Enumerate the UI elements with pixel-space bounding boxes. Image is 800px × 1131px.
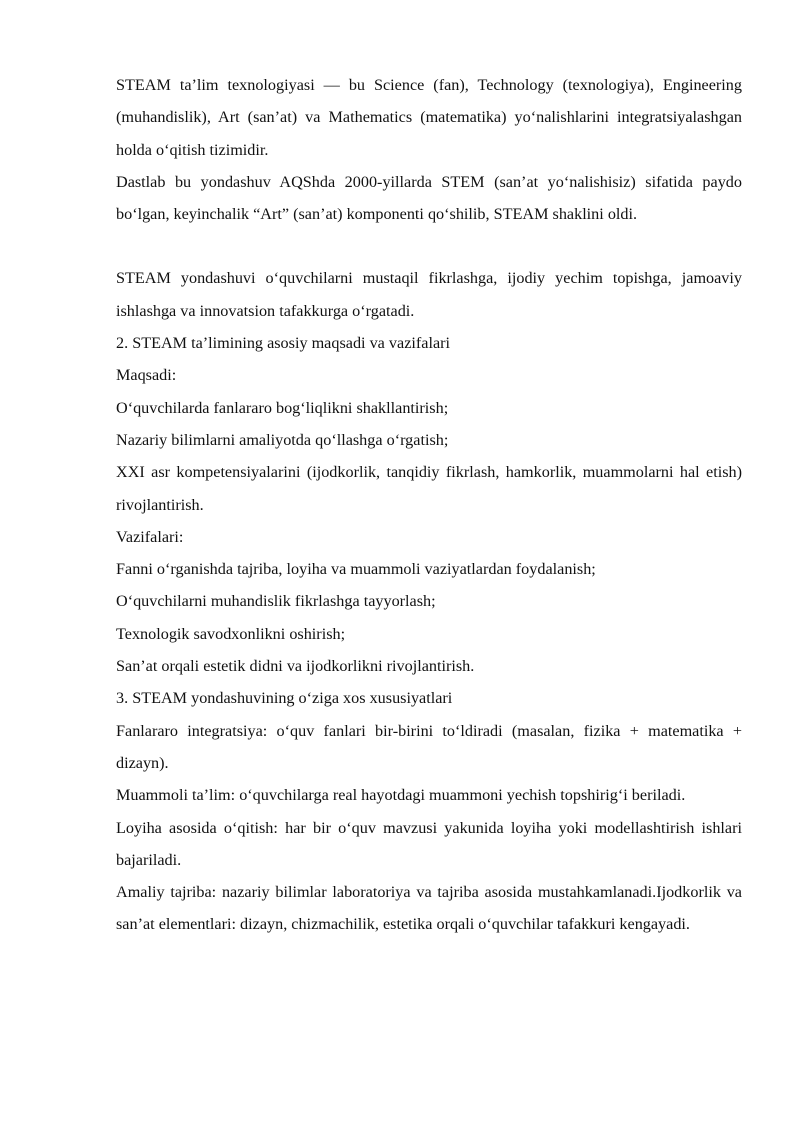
tasks-label: Vazifalari:	[116, 527, 184, 546]
task-item: Fanni o‘rganishda tajriba, loyiha va muammoli vaziyatlardan foydalanish;	[116, 560, 596, 579]
section-3-heading: 3. STEAM yondashuvining o‘ziga xos xususiyatlari	[116, 689, 453, 708]
task-item: O‘quvchilarni muhandislik fikrlashga tayyorlash;	[116, 592, 436, 611]
paragraph-spacer	[116, 230, 742, 262]
intro-paragraph-definition: STEAM ta’lim texnologiyasi — bu Science (fan), Technology (texnologiya), Engineering (muhandislik), Art (san’at) va Mathematics (matematika) yo‘nalishlarini integratsiyalashgan holda o‘qitish tizimidir.	[116, 76, 742, 159]
section-2-heading: 2. STEAM ta’limining asosiy maqsadi va vazifalari	[116, 334, 451, 353]
feature-item: Loyiha asosida o‘qitish: har bir o‘quv mavzusi yakunida loyiha yoki modellashtirish ishlari bajariladi.	[116, 818, 742, 869]
goal-item: Nazariy bilimlarni amaliyotda qo‘llashga o‘rgatish;	[116, 430, 449, 449]
feature-item: Muammoli ta’lim: o‘quvchilarga real hayotdagi muammoni yechish topshirig‘i beriladi.	[116, 786, 686, 805]
task-item: Texnologik savodxonlikni oshirish;	[116, 624, 346, 643]
task-item: San’at orqali estetik didni va ijodkorlikni rivojlantirish.	[116, 657, 475, 676]
document-page	[116, 69, 742, 941]
goal-item: O‘quvchilarda fanlararo bog‘liqlikni shakllantirish;	[116, 398, 449, 417]
intro-paragraph-approach: STEAM yondashuvi o‘quvchilarni mustaqil fikrlashga, ijodiy yechim topishga, jamoaviy ishlashga va innovatsion tafakkurga o‘rgatadi.	[116, 269, 742, 320]
feature-item: Fanlararo integratsiya: o‘quv fanlari bir-birini to‘ldiradi (masalan, fizika + matematika + dizayn).	[116, 721, 742, 772]
feature-item: Amaliy tajriba: nazariy bilimlar laboratoriya va tajriba asosida mustahkamlanadi.Ijodkorlik va san’at elementlari: dizayn, chizmachilik, estetika orqali o‘quvchilar tafakkuri kengayadi.	[116, 883, 742, 934]
goal-item: XXI asr kompetensiyalarini (ijodkorlik, tanqidiy fikrlash, hamkorlik, muammolarni hal etish) rivojlantirish.	[116, 463, 742, 514]
intro-paragraph-history: Dastlab bu yondashuv AQShda 2000-yillarda STEM (san’at yo‘nalishisiz) sifatida paydo bo‘lgan, keyinchalik “Art” (san’at) komponenti qo‘shilib, STEAM shaklini oldi.	[116, 172, 742, 224]
goals-label: Maqsadi:	[116, 366, 177, 385]
